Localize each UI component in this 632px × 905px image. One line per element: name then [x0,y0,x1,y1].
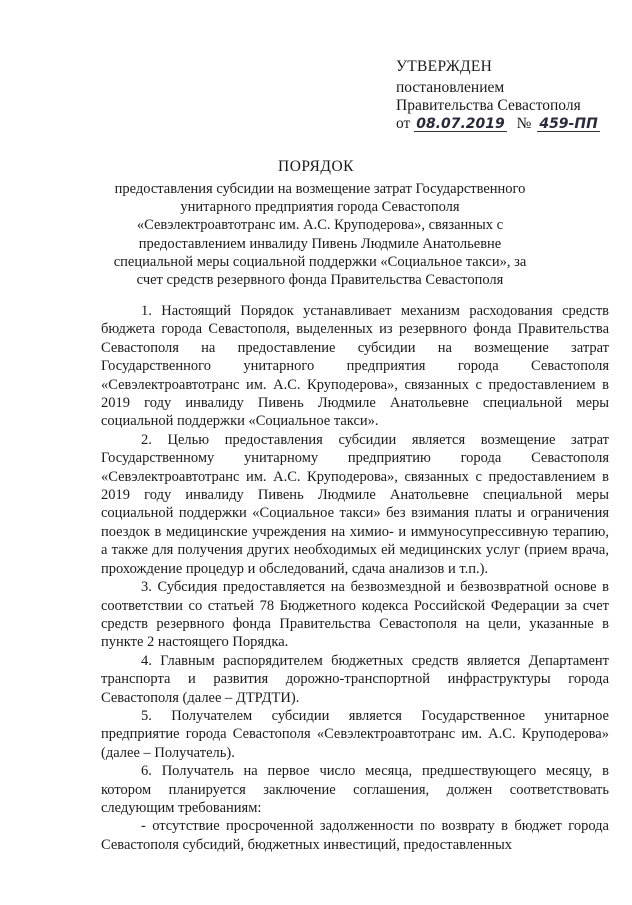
approval-date-number-line [396,115,626,133]
paragraph-6: 6. Получатель на первое число месяца, предшествующего месяцу, в котором планируется заключение соглашения, должен соответствовать следующим требованиям: [101,763,609,816]
paragraph-6-item-1: - отсутствие просроченной задолженности по возврату в бюджет города Севастополя субсидий, бюджетных инвестиций, предоставленных [101,818,609,853]
paragraph-4: 4. Главным распорядителем бюджетных средств является Департамент транспорта и развития дорожно-транспортной инфраструктуры города Севастополя (далее – ДТРДТИ). [101,652,609,706]
document-subtitle: предоставления субсидии на возмещение затрат Государственного унитарного предприятия города Севастополя «Севэлектроавтотранс им. А.С. Круподерова», связанных с предоставлением инвалиду Пивень Людмиле Анатольевне специальной меры социальной поддержки «Социальное такси», за счет средств резервного фонда Правительства Севастополя [113,181,527,289]
paragraph-1: 1. Настоящий Порядок устанавливает механизм расходования средств бюджета города Севастополя, выделенных из резервного фонда Правительства Севастополя на предоставление субсидии на возмещение затрат Государственного унитарного предприятия города Севастополя «Севэлектроавтотранс им. А.С. Круподерова», связанных с предоставлением в 2019 году инвалиду Пивень Людмиле Анатольевне специальной меры социальной поддержки «Социальное такси». [101,303,609,430]
approval-line-2: Правительства Севастополя [396,97,581,114]
from-label: от [396,115,411,132]
approval-block [396,58,626,133]
approval-heading: УТВЕРЖДЕН [396,58,493,75]
approval-line-1: постановлением [396,79,505,96]
paragraph-2: 2. Целью предоставления субсидии является возмещение затрат Государственному унитарному предприятию города Севастополя «Севэлектроавтотранс им. А.С. Круподерова», связанных с предоставлением в 2019 году инвалиду Пивень Людмиле Анатольевне специальной меры социальной поддержки «Социальное такси» без взимания платы и ограничения поездок в медицинские учреждения на химио- и иммуносупрессивную терапию, а также для получения других необходимых ей медицинских услуг (прием врача, прохождение процедур и обследований, сдача анализов и т.п.). [101,431,609,577]
document-body [101,302,609,854]
document-title: ПОРЯДОК [278,158,354,175]
paragraph-3: 3. Субсидия предоставляется на безвозмездной и безвозвратной основе в соответствии со статьей 78 Бюджетного кодекса Российской Федерации за счет средств резервного фонда Правительства Севастополя на цели, указанные в пункте 2 настоящего Порядка. [101,579,609,651]
handwritten-date: 08.07.2019 [416,116,505,132]
number-label: № [516,115,532,132]
handwritten-number: 459-ПП [539,116,598,132]
paragraph-5: 5. Получателем субсидии является Государственное унитарное предприятие города Севастополя «Севэлектроавтотранс им. А.С. Круподерова» (далее – Получатель). [101,707,609,761]
